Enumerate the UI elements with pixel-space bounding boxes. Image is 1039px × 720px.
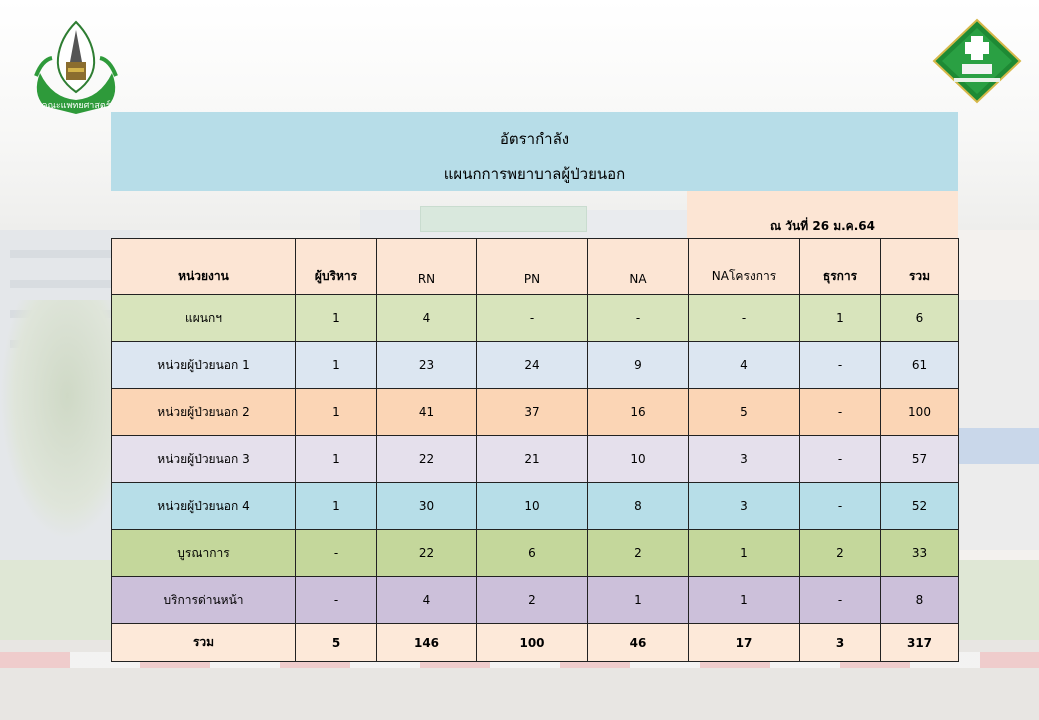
cell-na: 16	[588, 389, 689, 436]
cell-admin: 1	[296, 389, 377, 436]
page-title: อัตรากำลัง	[499, 130, 570, 148]
cell-clerical: -	[800, 389, 881, 436]
cell-total: 8	[881, 577, 959, 624]
background-trees	[0, 300, 112, 540]
date-label: ณ วันที่ 26 ม.ค.64	[770, 219, 875, 233]
cell-na-project: 3	[689, 436, 800, 483]
table-summary-row	[112, 624, 959, 662]
summary-na: 46	[588, 624, 689, 662]
cell-rn: 30	[377, 483, 477, 530]
cell-rn: 22	[377, 436, 477, 483]
cell-unit: หน่วยผู้ป่วยนอก 2	[112, 389, 296, 436]
cell-total: 100	[881, 389, 959, 436]
cell-admin: -	[296, 530, 377, 577]
col-header-admin: ผู้บริหาร	[296, 239, 377, 295]
date-cell	[687, 191, 958, 238]
cell-rn: 4	[377, 577, 477, 624]
table-row	[112, 436, 959, 483]
cell-admin: 1	[296, 295, 377, 342]
cell-total: 61	[881, 342, 959, 389]
cell-pn: 24	[477, 342, 588, 389]
cell-total: 52	[881, 483, 959, 530]
table-row	[112, 483, 959, 530]
cell-clerical: -	[800, 436, 881, 483]
table-row	[112, 295, 959, 342]
cell-pn: 10	[477, 483, 588, 530]
cell-na: 2	[588, 530, 689, 577]
cell-total: 6	[881, 295, 959, 342]
summary-admin: 5	[296, 624, 377, 662]
summary-rn: 146	[377, 624, 477, 662]
page-subtitle: แผนกการพยาบาลผู้ป่วยนอก	[443, 165, 626, 183]
cell-rn: 22	[377, 530, 477, 577]
cell-admin: 1	[296, 483, 377, 530]
cell-na-project: -	[689, 295, 800, 342]
col-header-na-project: NAโครงการ	[689, 239, 800, 295]
cell-na: 9	[588, 342, 689, 389]
cell-na-project: 1	[689, 530, 800, 577]
cell-admin: 1	[296, 436, 377, 483]
col-header-na: NA	[588, 239, 689, 295]
table-row	[112, 530, 959, 577]
background-building-sign	[420, 206, 587, 232]
faculty-logo-text: คณะแพทยศาสตร์	[41, 101, 111, 111]
cell-clerical: -	[800, 577, 881, 624]
cell-unit: บริการด่านหน้า	[112, 577, 296, 624]
cell-unit: หน่วยผู้ป่วยนอก 3	[112, 436, 296, 483]
cell-unit: หน่วยผู้ป่วยนอก 1	[112, 342, 296, 389]
hospital-logo	[932, 18, 1022, 104]
cell-na-project: 4	[689, 342, 800, 389]
table-header-row	[112, 239, 959, 295]
cell-clerical: 1	[800, 295, 881, 342]
table-row	[112, 389, 959, 436]
cell-clerical: -	[800, 483, 881, 530]
col-header-pn: PN	[477, 239, 588, 295]
cell-total: 57	[881, 436, 959, 483]
table-row	[112, 577, 959, 624]
col-header-total: รวม	[881, 239, 959, 295]
cell-unit: บูรณาการ	[112, 530, 296, 577]
cell-na: -	[588, 295, 689, 342]
cell-na: 10	[588, 436, 689, 483]
staffing-table	[111, 238, 959, 662]
summary-clerical: 3	[800, 624, 881, 662]
cell-rn: 41	[377, 389, 477, 436]
cell-na: 8	[588, 483, 689, 530]
col-header-rn: RN	[377, 239, 477, 295]
cell-rn: 23	[377, 342, 477, 389]
cell-pn: 21	[477, 436, 588, 483]
cell-clerical: 2	[800, 530, 881, 577]
cell-pn: 37	[477, 389, 588, 436]
col-header-clerical: ธุรการ	[800, 239, 881, 295]
cell-admin: 1	[296, 342, 377, 389]
cell-na-project: 1	[689, 577, 800, 624]
background-building-right	[958, 300, 1039, 550]
cell-pn: 2	[477, 577, 588, 624]
col-header-unit: หน่วยงาน	[112, 239, 296, 295]
cell-rn: 4	[377, 295, 477, 342]
summary-pn: 100	[477, 624, 588, 662]
cell-clerical: -	[800, 342, 881, 389]
cell-na: 1	[588, 577, 689, 624]
cell-na-project: 3	[689, 483, 800, 530]
summary-total: 317	[881, 624, 959, 662]
title-banner	[111, 112, 958, 191]
cell-na-project: 5	[689, 389, 800, 436]
cell-pn: 6	[477, 530, 588, 577]
background-blue-band	[958, 428, 1039, 464]
summary-label: รวม	[112, 624, 296, 662]
cell-admin: -	[296, 577, 377, 624]
summary-na-project: 17	[689, 624, 800, 662]
cell-unit: หน่วยผู้ป่วยนอก 4	[112, 483, 296, 530]
cell-pn: -	[477, 295, 588, 342]
cell-unit: แผนกฯ	[112, 295, 296, 342]
table-row	[112, 342, 959, 389]
faculty-medicine-logo	[30, 18, 122, 116]
cell-total: 33	[881, 530, 959, 577]
